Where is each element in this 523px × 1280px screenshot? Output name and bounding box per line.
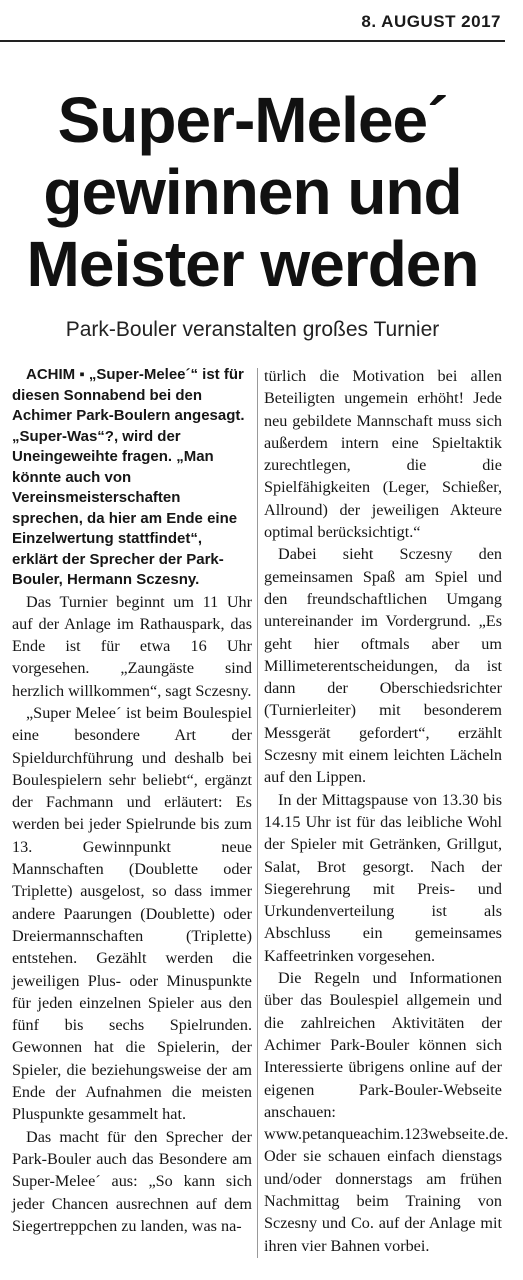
body-paragraph: In der Mittagspause von 13.30 bis 14.15 Uhr ist für das leibliche Wohl der Spieler mit Getränken, Grillgut, Salat, Brot gesorgt. Nach der Siegerehrung mit Preis- und Urkundenverteilung ist als Abschluss ein gemeinsames Kaffeetrinken vorgesehen. [264,790,502,965]
article-lede: ACHIM ▪ „Super-Melee´“ ist für diesen Sonnabend bei den Achimer Park-Boulern angesagt. „Super-Was“?, wird der Uneingeweihte fragen. „Man könnte auch von Vereinsmeisterschaften sprechen, da hier am Ende eine Einzelwertung stattfindet“, erklärt der Sprecher der Park-Bouler, Hermann Sczesny. [12,366,245,588]
body-paragraph: Das macht für den Sprecher der Park-Bouler auch das Besondere am Super-Melee´ aus: „So kann sich jeder Chancen ausrechnen auf dem Siegertreppchen zu landen, was na- [12,1127,252,1235]
publication-date: 8. AUGUST 2017 [361,12,501,31]
column-divider [257,368,258,1258]
article-column-left [12,365,252,1237]
body-paragraph: „Super Melee´ ist beim Boulespiel eine besondere Art der Spieldurchführung und deshalb bei Boulespielern sehr beliebt“, ergänzt der Fachmann und erläutert: Es werden bei jeder Spielrunde bis zum 13. Gewinnpunkt neue Mannschaften (Doublette oder Triplette) ausgelost, so dass immer andere Paarungen (Doublette) oder Dreiermannschaften (Triplette) entstehen. Gezählt werden die jeweiligen Plus- oder Minuspunkte für jeden einzelnen Spieler aus den fünf bis sechs Spielrunden. Gewonnen hat die Spielerin, der Spieler, die beziehungsweise der am Ende der Aufnahmen die meisten Pluspunkte gesammelt hat. [12,703,252,1124]
headline-line-3: Meister werden [26,228,479,300]
body-paragraph: Das Turnier beginnt um 11 Uhr auf der Anlage im Rathauspark, das Ende ist für etwa 16 Uhr vorgesehen. „Zaungäste sind herzlich willkommen“, sagt Sczesny. [12,592,252,700]
body-paragraph: Die Regeln und Informationen über das Boulespiel allgemein und die zahlreichen Aktivitäten der Achimer Park-Bouler können sich Interessierte übrigens online auf der eigenen Park-Bouler-Webseite anschauen: www.petanqueachim.123webseite.de. Oder sie schauen einfach dienstags und/oder donnerstags am frühen Nachmittag beim Training von Sczesny und Co. auf der Anlage mit ihren vier Bahnen vorbei. [264,969,509,1255]
body-paragraph: Dabei sieht Sczesny den gemeinsamen Spaß am Spiel und den freundschaftlichen Umgang untereinander im Vordergrund. „Es geht hier oftmals aber um Millimeterentscheidungen, da ist dann der Oberschiedsrichter (Turnierleiter) mit besonderem Messgerät gefordert“, erzählt Sczesny mit einem leichten Lächeln auf den Lippen. [264,545,502,787]
subheadline: Park-Bouler veranstalten großes Turnier [65,318,440,341]
headline-line-1: Super-Melee´ [57,84,448,156]
body-paragraph: türlich die Motivation bei allen Beteiligten ungemein erhöht! Jede neu gebildete Mannschaft muss sich außerdem intern eine Spieltaktik zurechtlegen, die die Spielfähigkeiten (Leger, Schießer, Allround) der jeweiligen Akteure optimal berücksichtigt.“ [264,367,502,542]
article-column-right [264,365,509,1257]
headline-line-2: gewinnen und [43,156,462,228]
header-rule [0,40,505,42]
headline [0,84,505,300]
